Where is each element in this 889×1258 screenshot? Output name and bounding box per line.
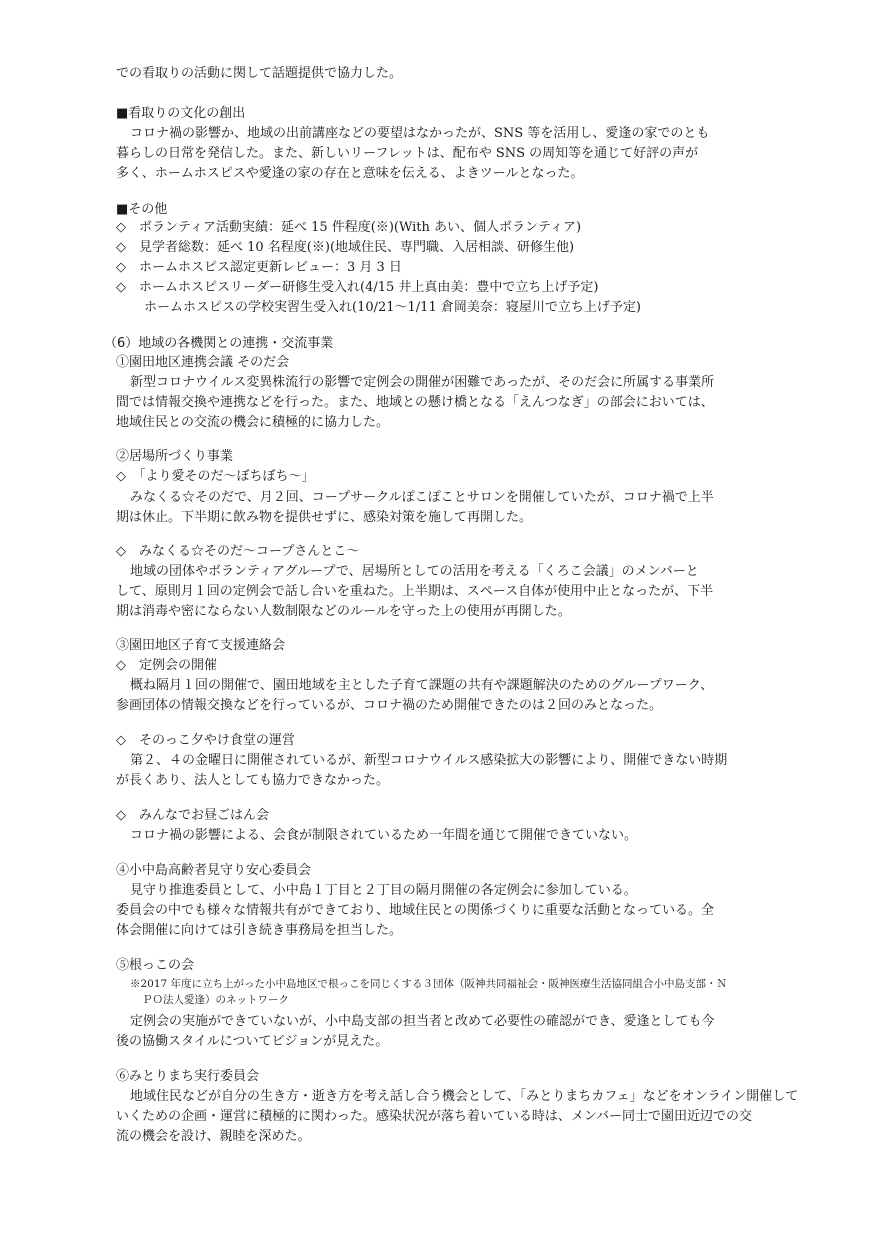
paragraph-line: 見守り推進委員として、小中島１丁目と２丁目の隔月開催の各定例会に参加している。 — [130, 883, 637, 898]
list-item: ◇ ホームホスピス認定更新レビュー：3 月 3 日 — [116, 260, 402, 275]
paragraph-line: 委員会の中でも様々な情報共有ができており、地域住民との関係づくりに重要な活動となっている。全 — [116, 903, 715, 918]
footnote-line: ＰＯ法人愛逢）のネットワーク — [142, 994, 289, 1006]
paragraph-line: 流の機会を設け、親睦を深めた。 — [116, 1129, 311, 1144]
list-item: ◇ 「より愛そのだ～ぼちぼち～」 — [116, 469, 315, 484]
subsection-title: ④小中島高齢者見守り安心委員会 — [116, 863, 312, 878]
footnote-line: ※2017 年度に立ち上がった小中島地区で根っこを同じくする３団体（阪神共同福祉会・阪神医療生活協同組合小中島支部・Ｎ — [130, 978, 728, 990]
subsection-title: ③園田地区子育て支援連絡会 — [116, 638, 286, 653]
paragraph-line: コロナ禍の影響による、会食が制限されているため一年間を通じて開催できていない。 — [130, 828, 638, 843]
paragraph-line: 後の協働スタイルについてビジョンが見えた。 — [116, 1034, 389, 1049]
section-heading: （6）地域の各機関との連携・交流事業 — [104, 336, 334, 351]
paragraph-line: みなくる☆そのだで、月２回、コープサークルぽこぽことサロンを開催していたが、コロナ禍で上半 — [130, 490, 714, 505]
paragraph-line: コロナ禍の影響か、地域の出前講座などの要望はなかったが、SNS 等を活用し、愛逢の家でのとも — [130, 126, 710, 141]
paragraph-line: 地域住民などが自分の生き方・逝き方を考え話し合う機会として、「みとりまちカフェ」などをオンライン開催して — [130, 1089, 799, 1104]
paragraph-line: 体会開催に向けては引き続き事務局を担当した。 — [116, 923, 403, 938]
subsection-title: ②居場所づくり事業 — [116, 449, 234, 464]
paragraph-line: して、原則月１回の定例会で話し合いを重ねた。上半期は、スペース自体が使用中止となったが、下半 — [116, 584, 714, 599]
list-item: ◇ みなくる☆そのだ～コープさんとこ～ — [116, 544, 360, 559]
subsection-title: ⑥みとりまち実行委員会 — [116, 1069, 260, 1084]
subsection-title: ①園田地区連携会議 そのだ会 — [116, 355, 290, 370]
list-item-continuation: ホームホスピスの学校実習生受入れ(10/21～1/11 倉岡美奈：寝屋川で立ち上げ予定) — [144, 300, 641, 315]
paragraph-line: 多く、ホームホスピスや愛逢の家の存在と意味を伝える、よきツールとなった。 — [116, 166, 584, 181]
culture-heading: ■看取りの文化の創出 — [116, 106, 246, 121]
paragraph-line: 第２、４の金曜日に開催されているが、新型コロナウイルス感染拡大の影響により、開催できない時期 — [130, 753, 728, 768]
paragraph-line: 間では情報交換や連携などを行った。また、地域との懸け橋となる「えんつなぎ」の部会においては、 — [116, 395, 714, 410]
list-item: ◇ 見学者総数：延べ 10 名程度(※)(地域住民、専門職、入居相談、研修生他) — [116, 240, 575, 255]
paragraph-line: 参画団体の情報交換などを行っているが、コロナ禍のため開催できたのは２回のみとなった。 — [116, 698, 663, 713]
paragraph-line: 地域の団体やボランティアグループで、居場所としての活用を考える「くろこ会議」のメンバーと — [130, 564, 699, 579]
paragraph-line: 暮らしの日常を発信した。また、新しいリーフレットは、配布や SNS の周知等を通じて好評の声が — [116, 146, 699, 161]
paragraph-line: 期は消毒や密にならない人数制限などのルールを守った上の使用が再開した。 — [116, 604, 571, 619]
list-item: ◇ そのっこ夕やけ食堂の運営 — [116, 733, 295, 748]
paragraph-line: 概ね隔月１回の開催で、園田地域を主とした子育て課題の共有や課題解決のためのグループワーク、 — [130, 678, 714, 693]
paragraph-line: いくための企画・運営に積極的に関わった。感染状況が落ち着いている時は、メンバー同士で園田近辺での交 — [116, 1109, 752, 1124]
paragraph-line: 定例会の実施ができていないが、小中島支部の担当者と改めて必要性の確認ができ、愛逢としても今 — [130, 1014, 715, 1029]
other-heading: ■その他 — [116, 202, 168, 217]
paragraph-line: 地域住民との交流の機会に積極的に協力した。 — [116, 415, 390, 430]
list-item: ◇ みんなでお昼ごはん会 — [116, 808, 269, 823]
list-item: ◇ ホームホスピスリーダー研修生受入れ(4/15 井上真由美：豊中で立ち上げ予定) — [116, 280, 599, 295]
list-item: ◇ ボランティア活動実績：延べ 15 件程度(※)(With あい、個人ボランティア) — [116, 220, 582, 235]
paragraph-line: 期は休止。下半期に飲み物を提供せずに、感染対策を施して再開した。 — [116, 510, 533, 525]
subsection-title: ⑤根っこの会 — [116, 958, 195, 973]
paragraph-line: が長くあり、法人としても協力できなかった。 — [116, 773, 390, 788]
paragraph-line: 新型コロナウイルス変異株流行の影響で定例会の開催が困難であったが、そのだ会に所属する事業所 — [130, 375, 715, 390]
intro-line: での看取りの活動に関して話題提供で協力した。 — [116, 66, 403, 81]
list-item: ◇ 定例会の開催 — [116, 658, 217, 673]
